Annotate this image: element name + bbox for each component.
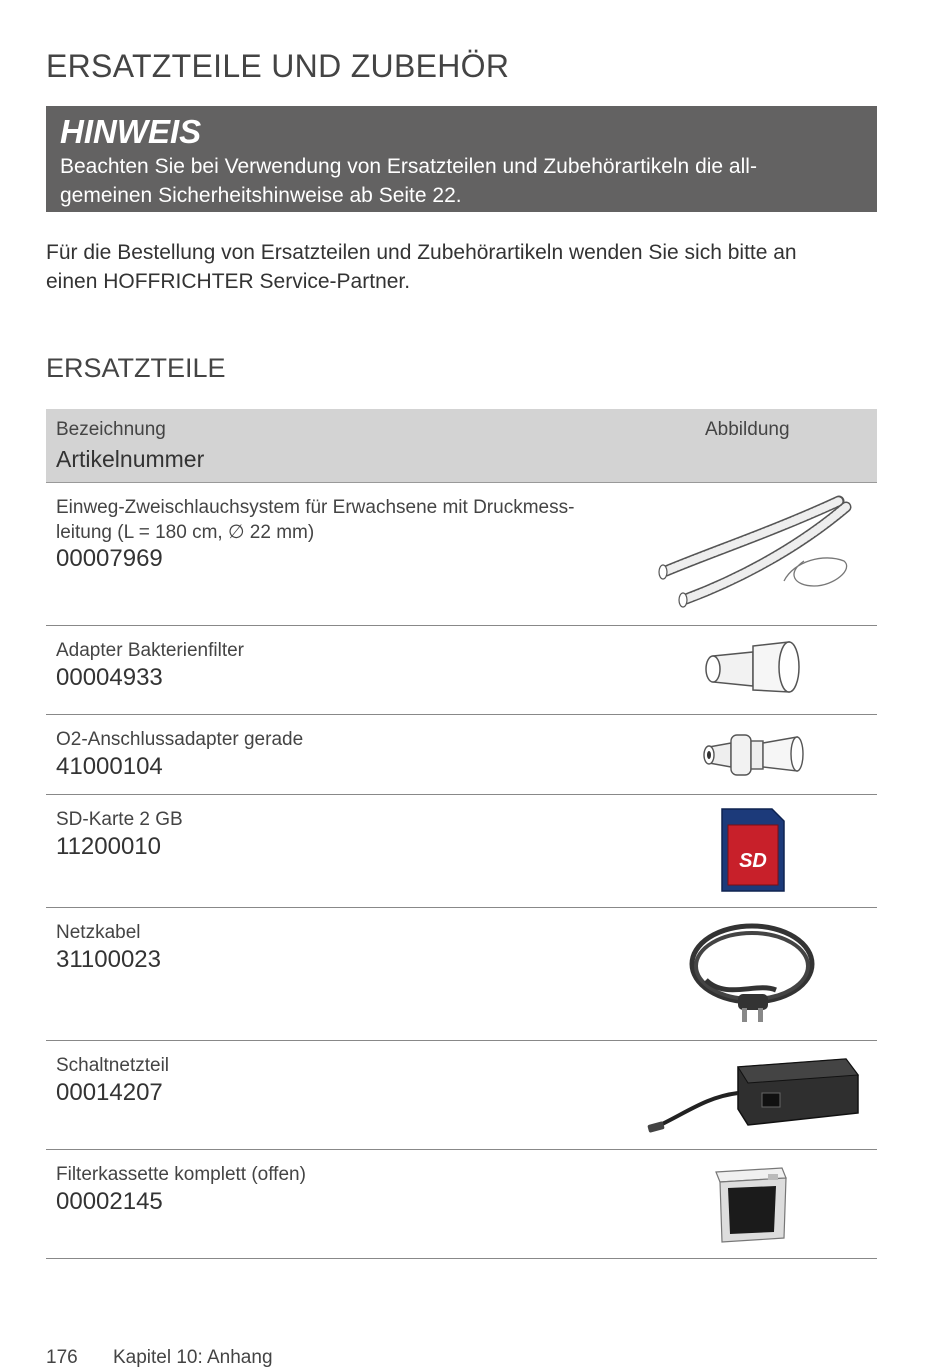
part-article: 00007969 xyxy=(56,545,163,572)
sd-card-label: SD xyxy=(739,850,767,872)
part-article: 00004933 xyxy=(56,664,163,691)
intro-line1: Für die Bestellung von Ersatzteilen und Zubehörartikeln wenden Sie sich bitte an xyxy=(46,241,797,264)
part-name-line1: Einweg-Zweischlauchsystem für Erwachsene mit Druckmess- xyxy=(56,497,575,518)
page-title: ERSATZTEILE UND ZUBEHÖR xyxy=(46,48,510,84)
part-article: 00002145 xyxy=(56,1188,163,1215)
notice-text-line2: gemeinen Sicherheitshinweise ab Seite 22. xyxy=(60,184,462,207)
tube-system-icon xyxy=(654,491,854,613)
part-name xyxy=(56,807,646,832)
table-row xyxy=(46,1150,877,1259)
part-name-line1: O2-Anschlussadapter gerade xyxy=(56,729,304,750)
part-name xyxy=(56,1053,646,1078)
part-name-line2: leitung (L = 180 cm, ∅ 22 mm) xyxy=(56,522,315,543)
chapter-label: Kapitel 10: Anhang xyxy=(112,1347,273,1368)
filter-adapter-icon xyxy=(701,638,806,700)
part-name xyxy=(56,920,646,945)
part-name-line1: Schaltnetzteil xyxy=(56,1055,170,1076)
part-article: 00014207 xyxy=(56,1079,163,1106)
power-cable-icon xyxy=(686,920,821,1032)
table-header xyxy=(46,409,877,483)
intro-paragraph xyxy=(46,238,881,296)
part-name xyxy=(56,1162,646,1187)
part-name-line1: Filterkassette komplett (offen) xyxy=(56,1164,306,1185)
header-image: Abbildung xyxy=(705,419,790,440)
intro-line2: einen HOFFRICHTER Service-Partner. xyxy=(46,270,411,293)
table-row xyxy=(46,795,877,908)
sd-card-icon xyxy=(720,807,786,893)
notice-text-line1: Beachten Sie bei Verwendung von Ersatzteilen und Zubehörartikeln die all- xyxy=(60,155,757,178)
part-name xyxy=(56,727,646,752)
o2-adapter-icon xyxy=(701,727,809,783)
header-article: Artikelnummer xyxy=(56,446,205,472)
table-row xyxy=(46,1041,877,1150)
header-name: Bezeichnung xyxy=(56,419,166,440)
table-row xyxy=(46,908,877,1041)
section-title: ERSATZTEILE xyxy=(46,353,226,383)
table-row xyxy=(46,483,877,626)
part-name-line1: Netzkabel xyxy=(56,922,141,943)
table-row xyxy=(46,626,877,715)
table-row xyxy=(46,715,877,795)
part-name-line1: SD-Karte 2 GB xyxy=(56,809,183,830)
power-supply-icon xyxy=(646,1053,861,1137)
page-number: 176 xyxy=(46,1347,78,1368)
part-article: 41000104 xyxy=(56,753,163,780)
filter-cassette-icon xyxy=(712,1166,790,1246)
part-name-line1: Adapter Bakterienfilter xyxy=(56,640,244,661)
notice-box xyxy=(46,106,877,212)
page-footer xyxy=(46,1347,273,1369)
part-article: 31100023 xyxy=(56,946,161,973)
part-name xyxy=(56,638,646,663)
part-name xyxy=(56,495,646,545)
parts-table xyxy=(46,409,877,1259)
notice-title: HINWEIS xyxy=(60,113,202,150)
part-article: 11200010 xyxy=(56,833,161,860)
